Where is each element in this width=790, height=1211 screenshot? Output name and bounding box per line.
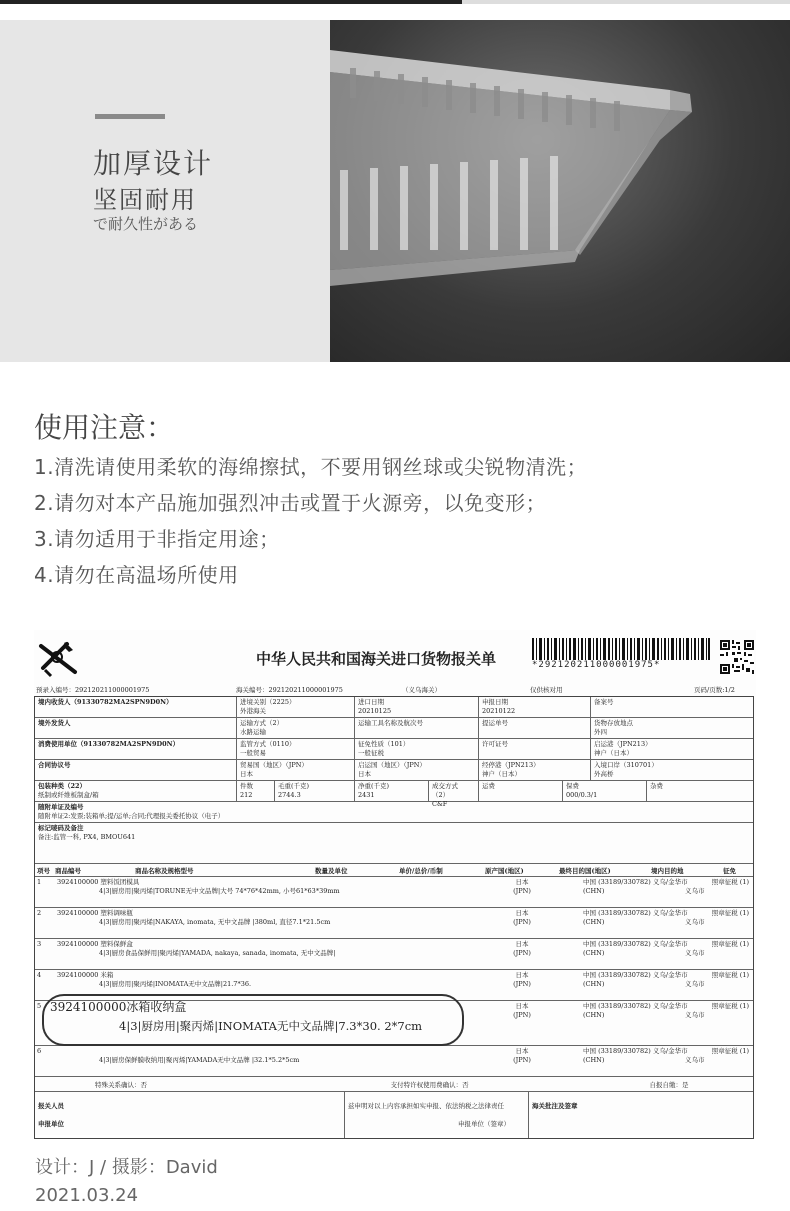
verify-only-label: 仅供核对用 [530,686,563,694]
customs-approval-label: 海关批注及签章 [532,1102,578,1110]
item-code: 3924100000 塑料饭团模具 [57,878,140,886]
item-no: 2 [37,909,42,917]
declarer-label: 报关人员 [38,1102,64,1110]
usage-note: 1.清洗请使用柔软的海绵擦拭，不要用钢丝球或尖锐物清洗； [34,455,588,479]
legal-statement: 兹申明对以上内容承担如实申报、依法纳税之法律责任 [348,1102,504,1110]
origin-country-label: 启运国（地区）（JPN） [358,761,426,769]
net-weight-label: 净重(千克) [358,782,390,790]
item-no: 6 [37,1047,42,1055]
item-tax: 照章征税 (1) [711,1002,749,1010]
barcode-number: *292120211000001975* [532,660,661,670]
confirmation-row [35,1077,753,1092]
item-spec: 4|3|厨房用|聚丙烯|INOMATA无中文品牌|21.7*36. [99,980,252,988]
page-count: 页码/页数:1/2 [694,686,735,694]
transport-value: 水路运输 [240,728,266,736]
item-destination: 中国 (33189/330782) 义乌/金华市 (CHN) [583,878,688,895]
item-row [35,877,753,908]
item-destination: 中国 (33189/330782) 义乌/金华市 (CHN) [583,1047,688,1064]
transport-label: 运输方式（2） [240,719,284,727]
item-row [35,908,753,939]
levy-value: 一般征税 [358,749,384,757]
items-header [35,864,753,877]
declare-unit-label: 申报单位 [38,1120,64,1128]
vessel-label: 运输工具名称及航次号 [358,719,423,727]
header-domestic-destination: 境内目的地 [651,866,684,875]
item-tax: 照章征税 (1) [711,1047,749,1055]
header-tax: 征免 [723,866,736,875]
shipper-label: 境外发货人 [38,719,71,727]
qr-code-icon [720,640,754,674]
item-city: 义乌市 [685,918,705,926]
header-origin: 原产国(地区) [485,866,524,875]
hero-title: 加厚设计 [93,147,214,180]
supervision-label: 监管方式（0110） [240,740,296,748]
document-title: 中华人民共和国海关进口货物报关单 [256,650,497,668]
marks-value: 备注:监管一科, PX4, BMOU641 [38,833,136,841]
item-destination: 中国 (33189/330782) 义乌/金华市 (CHN) [583,909,688,926]
marks-label: 标记唛码及备注 [38,824,84,832]
item-origin: 日本 (JPN) [513,909,531,926]
royalty-confirm: 支付特许权使用费确认：否 [390,1080,469,1089]
item-origin: 日本 (JPN) [513,878,531,895]
item-tax: 照章征税 (1) [711,971,749,979]
hero-subtitle: 坚固耐用 [93,186,197,214]
item-no: 1 [37,878,42,886]
user-unit-label: 消费使用单位（91330782MA2SPN9D0N） [38,740,180,748]
item-spec: 4|3|厨房用|聚丙烯|INOMATA无中文品牌|7.3*30. 2*7cm [119,1019,423,1033]
attached-docs-value: 随附单证2:发票;装箱单;提/运单;合同;代理报关委托协议（电子） [38,812,225,820]
header-quantity: 数量及单位 [315,866,348,875]
item-code: 3924100000冰箱收纳盒 [50,1000,187,1014]
header-destination: 最终目的国(地区) [559,866,611,875]
item-tax: 照章征税 (1) [711,940,749,948]
item-origin: 日本 (JPN) [513,971,531,988]
usage-notes-list [34,452,587,596]
freight-label: 运费 [482,782,495,790]
special-relation: 特殊关系确认：否 [95,1080,147,1089]
misc-fee-label: 杂费 [650,782,663,790]
bill-of-lading-label: 提运单号 [482,719,508,727]
package-label: 包装种类（22） [38,782,87,790]
entry-port-value: 外港海关 [240,707,266,715]
item-origin: 日本 (JPN) [513,1047,531,1064]
item-tax: 照章征税 (1) [711,909,749,917]
customs-office: （义乌海关） [402,686,441,694]
import-date-label: 进口日期 [358,698,384,706]
item-spec: 4|3|厨房保鲜膜收纳用|聚丙烯|YAMADA无中文品牌 |32.1*5.2*5cm [99,1056,300,1064]
highlight-circle [42,994,464,1046]
trade-country-value: 日本 [240,770,253,778]
barcode-icon [532,638,710,660]
pieces-label: 件数 [240,782,253,790]
customs-emblem-icon [37,638,79,680]
usage-note: 4.请勿在高温场所使用 [34,563,239,587]
deal-method-label: 成交方式（2） [432,782,458,799]
license-label: 许可证号 [482,740,508,748]
item-city: 义乌市 [685,949,705,957]
item-spec: 4|3|厨房用|聚丙烯|TORUNE无中文品牌|大号 74*76*42mm, 小号61*63*39mm [99,887,340,895]
entry-point-value: 外高桥 [594,770,614,778]
item-row [35,939,753,970]
publish-date: 2021.03.24 [35,1185,139,1206]
depart-port-value: 神户（日本） [594,749,633,757]
self-pay: 自报自缴：是 [649,1080,689,1089]
item-city: 义乌市 [685,887,705,895]
declare-date-label: 申报日期 [482,698,508,706]
customs-number: 海关编号：292120211000001975 [236,686,343,694]
hero-text-panel [0,20,330,362]
supervision-value: 一般贸易 [240,749,266,757]
item-city: 义乌市 [685,1056,705,1064]
declaration-grid [34,696,754,1139]
entry-point-label: 入境口岸（310701） [594,761,658,769]
net-weight-value: 2431 [358,791,375,799]
attached-docs-label: 随附单证及编号 [38,803,84,811]
header-name-spec: 商品名称及规格型号 [135,866,194,875]
item-code: 3924100000 塑料保鲜盒 [57,940,133,948]
header-commodity-code: 商品编号 [55,866,81,875]
item-destination: 中国 (33189/330782) 义乌/金华市 (CHN) [583,1002,688,1019]
item-row [35,1046,753,1077]
pieces-value: 212 [240,791,253,799]
item-destination: 中国 (33189/330782) 义乌/金华市 (CHN) [583,971,688,988]
gross-weight-label: 毛重(千克) [278,782,310,790]
credits-line: 设计：J / 摄影：David [35,1157,218,1178]
trade-country-label: 贸易国（地区）（JPN） [240,761,308,769]
accent-bar [95,114,165,119]
gross-weight-value: 2744.3 [278,791,301,799]
transit-port-label: 经停港（JPN213） [482,761,540,769]
origin-country-value: 日本 [358,770,371,778]
levy-label: 征免性质（101） [358,740,410,748]
top-divider [0,0,790,20]
item-no: 4 [37,971,42,979]
hero-banner [0,20,790,362]
product-photo [330,20,790,362]
usage-note: 3.请勿适用于非指定用途； [34,527,280,551]
transit-port-value: 神户（日本） [482,770,521,778]
consignee-label: 境内收货人（91330782MA2SPN9D0N） [38,698,173,706]
item-destination: 中国 (33189/330782) 义乌/金华市 (CHN) [583,940,688,957]
depart-port-label: 启运港（JPN213） [594,740,652,748]
preentry-number: 预录入编号：292120211000001975 [36,686,150,694]
item-code: 3924100000 米箱 [57,971,114,979]
item-spec: 4|3|厨房食品保鲜用|聚丙烯|YAMADA, nakaya, sanada, inomata, 无中文品牌| [99,949,336,957]
header-price: 单价/总价/币制 [399,866,443,875]
storage-label: 货物存放地点 [594,719,633,727]
declare-date-value: 20210122 [482,707,516,715]
item-city: 义乌市 [685,980,705,988]
usage-note: 2.请勿对本产品施加强烈冲击或置于火源旁，以免变形； [34,491,547,515]
package-value: 纸制或纤维板制盒/箱 [38,791,99,799]
record-number-label: 备案号 [594,698,614,706]
top-divider-light [462,0,790,4]
entry-port-label: 进境关别（2225） [240,698,296,706]
unit-seal-label: 申报单位（签章） [458,1120,510,1128]
item-spec: 4|3|厨房用|聚丙烯|NAKAYA, inomata, 无中文品牌 |380ml, 直径7.1*21.5cm [99,918,331,926]
insurance-label: 保费 [566,782,579,790]
contract-label: 合同协议号 [38,761,71,769]
deal-method-value: C&F [432,800,448,808]
storage-value: 外四 [594,728,607,736]
usage-notes-title: 使用注意： [34,411,175,444]
customs-declaration-document [34,630,756,1135]
item-origin: 日本 (JPN) [513,940,531,957]
item-tax: 照章征税 (1) [711,878,749,886]
item-city: 义乌市 [685,1011,705,1019]
top-divider-dark [0,0,462,4]
item-code: 3924100000 塑料调味瓶 [57,909,133,917]
item-origin: 日本 (JPN) [513,1002,531,1019]
item-no: 3 [37,940,42,948]
import-date-value: 20210125 [358,707,392,715]
item-no: 5 [37,1002,42,1010]
insurance-value: 000/0.3/1 [566,791,598,799]
header-item-no: 项号 [37,866,50,875]
storage-basket-illustration [330,20,790,362]
hero-japanese-caption: で耐久性がある [93,215,199,233]
